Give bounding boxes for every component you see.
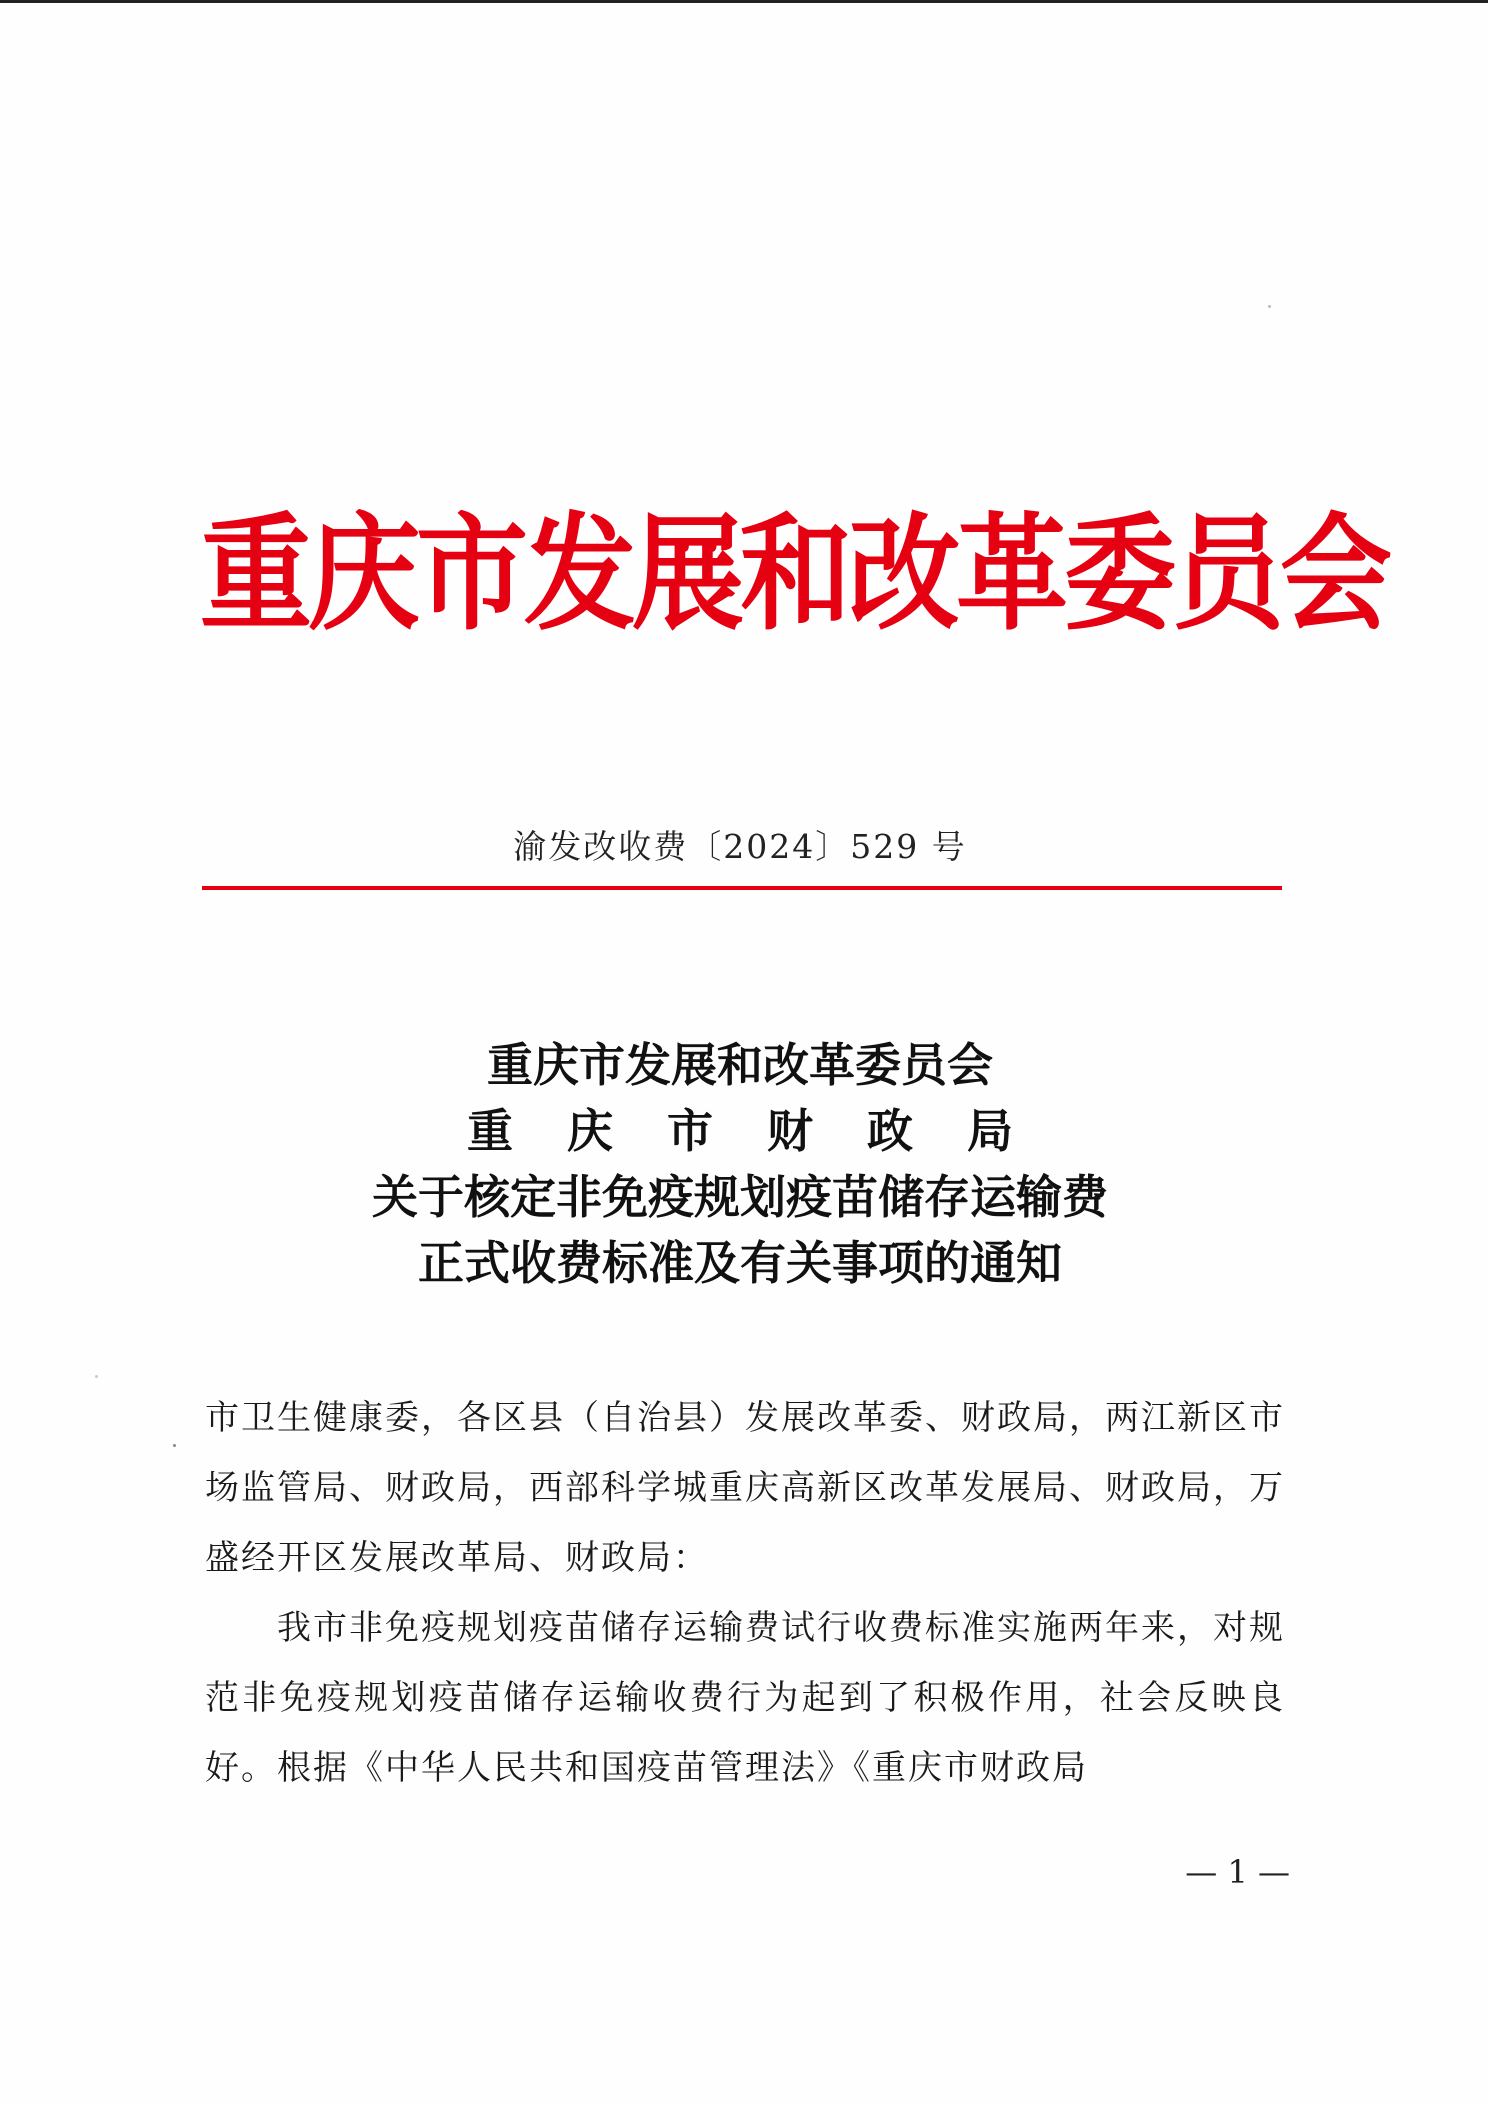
red-separator-line	[202, 886, 1282, 890]
red-masthead: 重庆市发展和改革委员会	[200, 502, 1388, 648]
title-line-4: 正式收费标准及有关事项的通知	[418, 1236, 1062, 1290]
title-line-3: 关于核定非免疫规划疫苗储存运输费	[372, 1170, 1108, 1224]
document-title	[200, 1032, 1280, 1296]
title-line-2: 重庆市财政局	[467, 1104, 1067, 1158]
addressees-paragraph: 市卫生健康委，各区县（自治县）发展改革委、财政局，两江新区市场监管局、财政局，西部科学城重庆高新区改革发展局、财政局，万盛经开区发展改革局、财政局：	[205, 1398, 1285, 1578]
scan-top-edge	[0, 0, 1488, 3]
page-number: — 1 —	[1185, 1853, 1290, 1891]
scan-speck	[1268, 305, 1271, 308]
document-body	[205, 1383, 1285, 1803]
body-paragraph-1: 我市非免疫规划疫苗储存运输费试行收费标准实施两年来，对规范非免疫规划疫苗储存运输收费行为起到了积极作用，社会反映良好。根据《中华人民共和国疫苗管理法》《重庆市财政局	[205, 1608, 1285, 1788]
scan-speck	[173, 1444, 176, 1447]
scan-speck	[95, 1375, 98, 1378]
document-number: 渝发改收费〔2024〕529 号	[513, 827, 967, 866]
title-line-1: 重庆市发展和改革委员会	[487, 1038, 993, 1092]
